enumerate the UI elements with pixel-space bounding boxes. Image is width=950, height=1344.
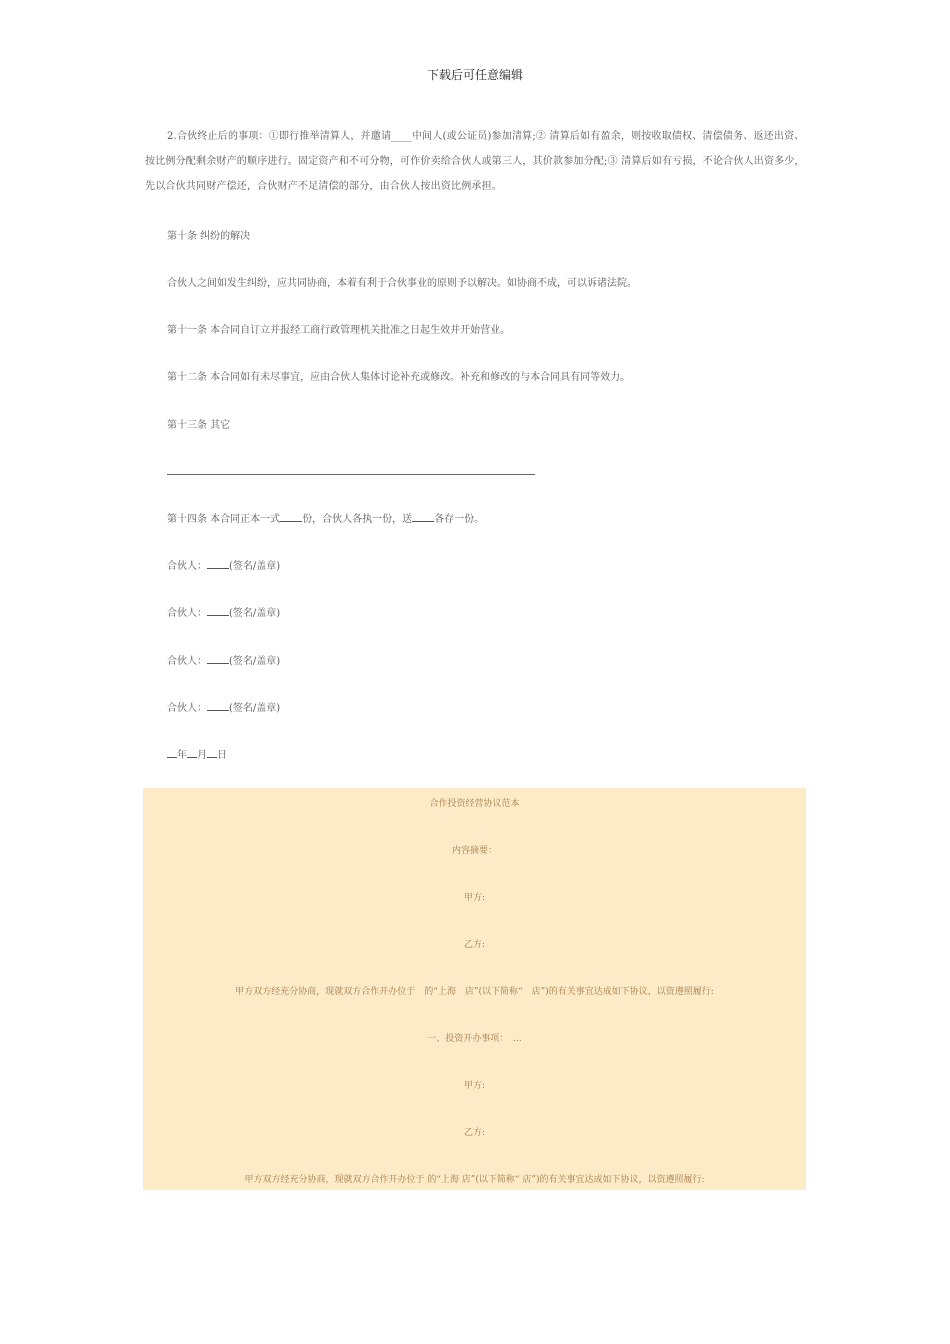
article-14-part2: 份，合伙人各执一份，送 (302, 514, 413, 525)
page-header: 下载后可任意编辑 (426, 68, 523, 82)
article-10-heading: 第十条 纠纷的解决 (167, 231, 251, 242)
partner-signature-line (167, 652, 280, 667)
year-blank (167, 747, 177, 758)
partner-signature-line (167, 604, 280, 619)
partner-suffix: (签名/盖章) (229, 608, 281, 619)
signature-blank (207, 558, 229, 569)
partner-signature-line (167, 699, 280, 714)
summary-party-a-2: 甲方: (463, 1081, 486, 1091)
partner-suffix: (签名/盖章) (229, 703, 281, 714)
partner-label: 合伙人： (167, 656, 207, 667)
day-blank (207, 747, 217, 758)
month-blank (187, 747, 197, 758)
paragraph-termination: 2.合伙终止后的事项：①即行推举清算人，并邀请____中间人(或公证员)参加清算;② 清算后如有盈余，则按收取债权、清偿债务、返还出资、按比例分配剩余财产的顺序进行。固定资产和不可分物，可作价卖给合伙人或第三人，其价款参加分配;③ 清算后如有亏损，不论合伙人出资多少，先以合伙共同财产偿还，合伙财产不足清偿的部分，由合伙人按出资比例承担。 (145, 131, 805, 192)
filing-blank (412, 511, 434, 522)
partner-label: 合伙人： (167, 703, 207, 714)
summary-item-1: 一、投资开办事项： … (427, 1034, 522, 1044)
signature-blank (207, 653, 229, 664)
article-13: 第十三条 其它 (167, 420, 231, 431)
summary-title: 合作投资经营协议范本 (429, 799, 520, 809)
copies-blank (280, 511, 302, 522)
summary-party-b: 乙方: (463, 940, 486, 950)
signature-blank (207, 700, 229, 711)
blank-rule-line (167, 474, 535, 475)
summary-intro-2: 甲方双方经充分协商，现就双方合作开办位于 的“上海 店”(以下简称“ 店”)的有关事宜达成如下协议，以资遵照履行: (244, 1175, 705, 1185)
partner-label: 合伙人： (167, 608, 207, 619)
year-label: 年 (177, 750, 187, 761)
summary-intro: 甲方双方经充分协商，现就双方合作开办位于 的“上海 店”(以下简称“ 店”)的有关事宜达成如下协议，以资遵照履行: (235, 987, 714, 997)
summary-abstract-label: 内容摘要： (451, 846, 497, 856)
summary-panel (143, 788, 806, 1190)
day-label: 日 (217, 750, 227, 761)
month-label: 月 (197, 750, 207, 761)
partner-suffix: (签名/盖章) (229, 656, 281, 667)
partner-suffix: (签名/盖章) (229, 561, 281, 572)
article-14 (167, 510, 484, 525)
article-14-part1: 第十四条 本合同正本一式 (167, 514, 281, 525)
summary-party-b-2: 乙方: (463, 1128, 486, 1138)
partner-label: 合伙人： (167, 561, 207, 572)
article-12: 第十二条 本合同如有未尽事宜，应由合伙人集体讨论补充或修改。补充和修改的与本合同具有同等效力。 (167, 372, 631, 383)
date-line (167, 746, 227, 761)
signature-blank (207, 605, 229, 616)
summary-party-a: 甲方: (463, 893, 486, 903)
article-14-part3: 各存一份。 (434, 514, 485, 525)
partner-signature-line (167, 557, 280, 572)
article-10-text: 合伙人之间如发生纠纷，应共同协商，本着有利于合伙事业的原则予以解决。如协商不成，可以诉诸法院。 (167, 278, 637, 289)
article-11: 第十一条 本合同自订立并报经工商行政管理机关批准之日起生效并开始营业。 (167, 325, 511, 336)
